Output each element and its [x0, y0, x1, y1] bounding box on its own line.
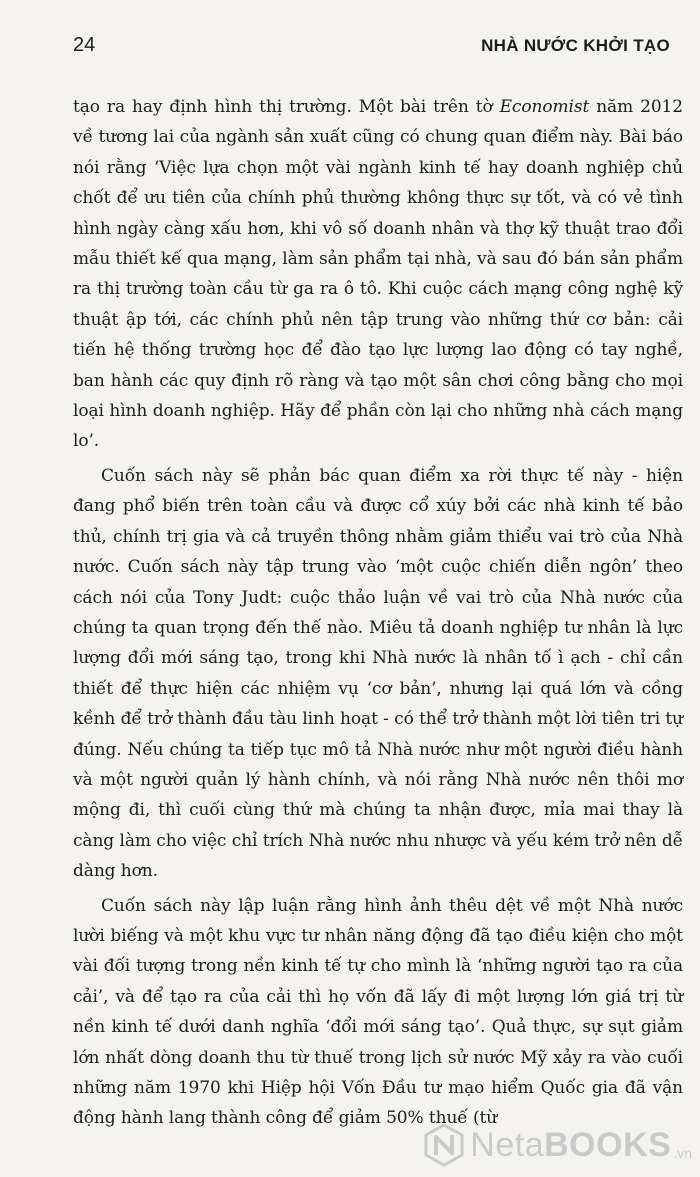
watermark-brand-thin: Neta: [470, 1125, 545, 1164]
netabooks-logo-icon: [424, 1123, 464, 1167]
paragraph-3: Cuốn sách này lập luận rằng hình ảnh thêu dệt về một Nhà nước lười biếng và một khu vực tư nhân năng động đã tạo điều kiện cho một vài đối tượng trong nền kinh tế tự cho mình là ‘những người tạo ra của cải’, và để tạo ra của cải thì họ vốn đã lấy đi một lượng lớn giá trị từ nền kinh tế dưới danh nghĩa ‘đổi mới sáng tạo’. Quả thực, sự sụt giảm lớn nhất dòng doanh thu từ thuế trong lịch sử nước Mỹ xảy ra vào cuối những năm 1970 khi Hiệp hội Vốn Đầu tư mạo hiểm Quốc gia đã vận động hành lang thành công để giảm 50% thuế (từ: [73, 895, 683, 1129]
paragraph-1-post: năm 2012 về tương lai của ngành sản xuất cũng có chung quan điểm này. Bài báo nói rằng ‘Việc lựa chọn một vài ngành kinh tế hay doanh nghiệp chủ chốt để ưu tiên của chính phủ thường không thực sự tốt, và có vẻ tình hình ngày càng xấu hơn, khi vô số doanh nhân và thợ kỹ thuật trao đổi mẫu thiết kế qua mạng, làm sản phẩm tại nhà, và sau đó bán sản phẩm ra thị trường toàn cầu từ ga ra ô tô. Khi cuộc cách mạng công nghệ kỹ thuật ập tới, các chính phủ nên tập trung vào những thứ cơ bản: cải tiến hệ thống trường học để đào tạo lực lượng lao động có tay nghề, ban hành các quy định rõ ràng và tạo một sân chơi công bằng cho mọi loại hình doanh nghiệp. Hãy để phần còn lại cho những nhà cách mạng lo’.: [73, 97, 683, 452]
paragraph-1: [73, 92, 683, 457]
netabooks-watermark: [424, 1123, 692, 1167]
publication-title: Economist: [499, 97, 590, 117]
running-title: NHÀ NƯỚC KHỞI TẠO: [481, 36, 670, 55]
page-header: [73, 34, 670, 64]
page-number: 24: [73, 34, 96, 56]
paragraph-1-pre: tạo ra hay định hình thị trường. Một bài trên tờ: [73, 97, 500, 117]
paragraph-2: Cuốn sách này sẽ phản bác quan điểm xa rời thực tế này - hiện đang phổ biến trên toàn cầu và được cổ xúy bởi các nhà kinh tế bảo thủ, chính trị gia và cả truyền thông nhằm giảm thiểu vai trò của Nhà nước. Cuốn sách này tập trung vào ‘một cuộc chiến diễn ngôn’ theo cách nói của Tony Judt: cuộc thảo luận về vai trò của Nhà nước của chúng ta quan trọng đến thế nào. Miêu tả doanh nghiệp tư nhân là lực lượng đổi mới sáng tạo, trong khi Nhà nước là nhân tố ì ạch - chỉ cần thiết để thực hiện các nhiệm vụ ‘cơ bản’, nhưng lại quá lớn và cồng kềnh để trở thành đầu tàu linh hoạt - có thể trở thành một lời tiên tri tự đúng. Nếu chúng ta tiếp tục mô tả Nhà nước như một người điều hành và một người quản lý hành chính, và nói rằng Nhà nước nên thôi mơ mộng đi, thì cuối cùng thứ mà chúng ta nhận được, mỉa mai thay là càng làm cho việc chỉ trích Nhà nước nhu nhược và yếu kém trở nên dễ dàng hơn.: [73, 465, 683, 882]
body-text: [73, 92, 683, 1138]
watermark-brand: [470, 1126, 671, 1165]
watermark-suffix: .vn: [673, 1145, 692, 1161]
watermark-brand-bold: BOOKS: [544, 1125, 672, 1164]
